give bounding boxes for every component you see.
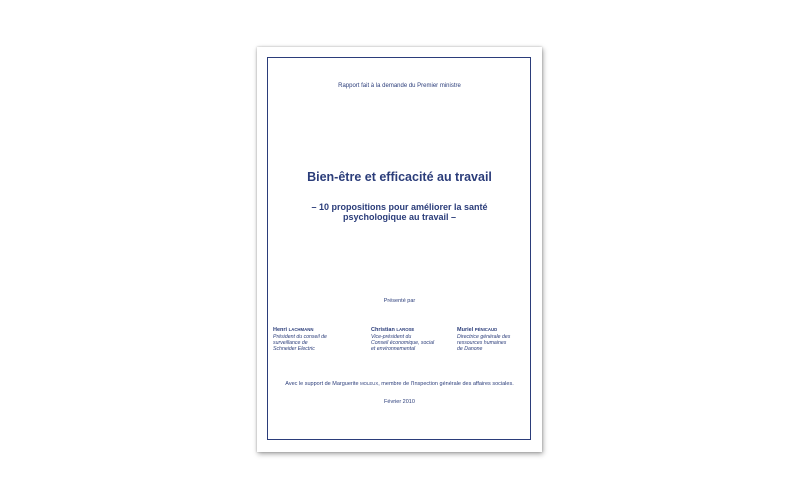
support-line: Avec le support de Marguerite MOLEUX, membre de l'Inspection générale des affaires sociales. (285, 381, 514, 387)
author-name: Henri LACHMANN (273, 327, 314, 333)
presented-by-label: Présenté par (383, 298, 416, 304)
author-role: Vice-président du Conseil économique, social et environnemental (371, 334, 435, 353)
author-block-lachmann (273, 326, 353, 353)
report-title: Bien-être et efficacité au travail (307, 170, 492, 184)
report-cover-page (257, 47, 542, 452)
author-role: Directrice générale des ressources humaines de Danone (457, 334, 511, 353)
author-block-larose (371, 326, 451, 353)
author-name: Muriel PÉNICAUD (457, 327, 498, 333)
report-subtitle: – 10 propositions pour améliorer la santé psychologique au travail – (311, 202, 488, 222)
author-block-penicaud (457, 326, 527, 353)
author-name: Christian LAROSE (371, 327, 415, 333)
report-date: Février 2010 (384, 399, 415, 405)
author-role: Président du conseil de surveillance de Schneider Electric (273, 334, 327, 353)
commission-line: Rapport fait à la demande du Premier ministre (338, 83, 461, 89)
